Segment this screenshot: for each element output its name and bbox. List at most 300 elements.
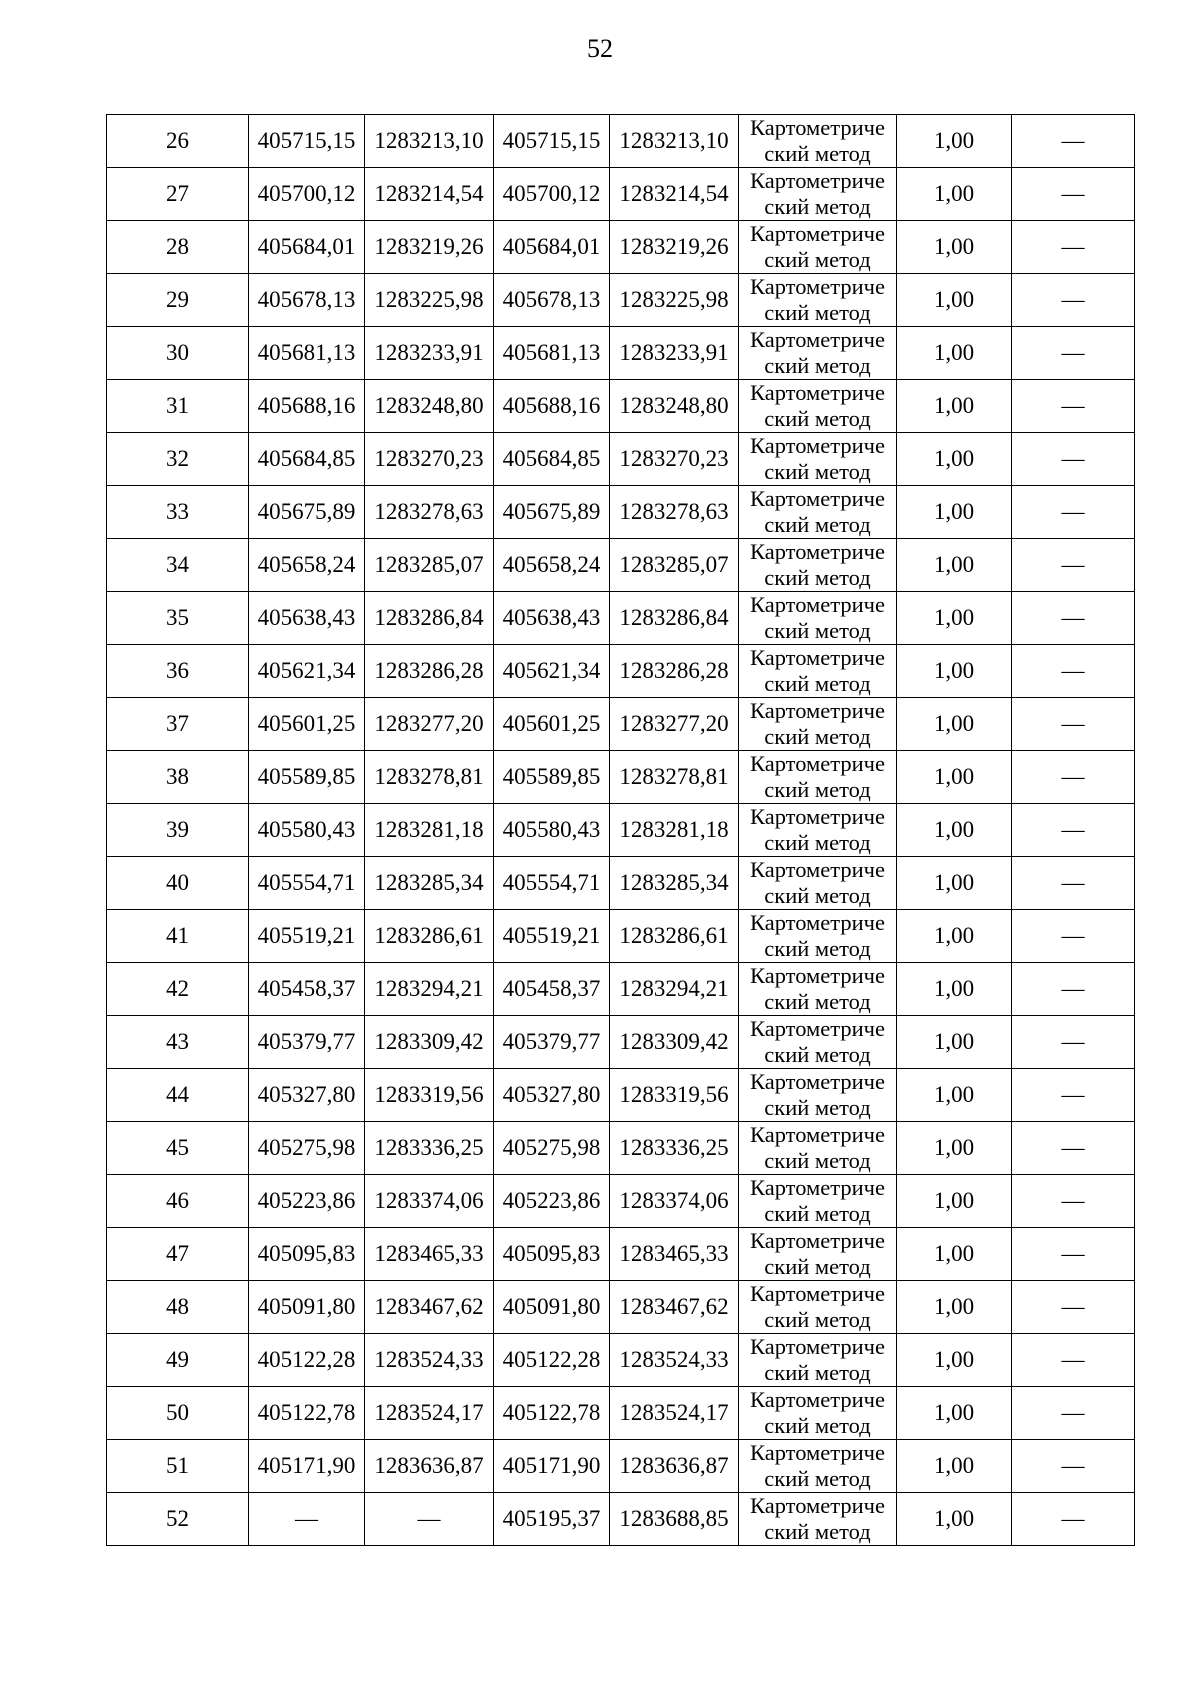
refined-x-cell: 405171,90 — [494, 1440, 610, 1493]
refined-y-cell: 1283213,10 — [610, 115, 739, 168]
accuracy-cell: 1,00 — [897, 910, 1012, 963]
refined-y-cell: 1283285,07 — [610, 539, 739, 592]
method-text-line: Картометриче — [750, 1228, 885, 1253]
accuracy-cell: 1,00 — [897, 963, 1012, 1016]
method-text-line: Картометриче — [750, 1069, 885, 1094]
accuracy-cell: 1,00 — [897, 380, 1012, 433]
accuracy-cell: 1,00 — [897, 1493, 1012, 1546]
method-text-line: Картометриче — [750, 645, 885, 670]
table-row — [107, 221, 1135, 274]
refined-x-cell: 405554,71 — [494, 857, 610, 910]
refined-y-cell: 1283319,56 — [610, 1069, 739, 1122]
point-number-cell: 37 — [107, 698, 249, 751]
existing-y-cell: 1283285,34 — [365, 857, 494, 910]
method-text-line: ский метод — [764, 353, 871, 378]
refined-x-cell: 405458,37 — [494, 963, 610, 1016]
refined-y-cell: 1283278,81 — [610, 751, 739, 804]
table-row — [107, 963, 1135, 1016]
refined-x-cell: 405638,43 — [494, 592, 610, 645]
existing-x-cell: — — [249, 1493, 365, 1546]
existing-x-cell: 405091,80 — [249, 1281, 365, 1334]
refined-y-cell: 1283281,18 — [610, 804, 739, 857]
accuracy-cell: 1,00 — [897, 1175, 1012, 1228]
method-cell — [739, 1016, 897, 1069]
coordinates-table — [106, 114, 1135, 1546]
existing-x-cell: 405554,71 — [249, 857, 365, 910]
refined-x-cell: 405678,13 — [494, 274, 610, 327]
point-number-cell: 51 — [107, 1440, 249, 1493]
table-row — [107, 168, 1135, 221]
refined-y-cell: 1283688,85 — [610, 1493, 739, 1546]
accuracy-cell: 1,00 — [897, 1387, 1012, 1440]
refined-y-cell: 1283286,61 — [610, 910, 739, 963]
refined-x-cell: 405095,83 — [494, 1228, 610, 1281]
table-row — [107, 698, 1135, 751]
accuracy-cell: 1,00 — [897, 804, 1012, 857]
existing-x-cell: 405688,16 — [249, 380, 365, 433]
table-body — [107, 115, 1135, 1546]
refined-x-cell: 405684,85 — [494, 433, 610, 486]
point-number-cell: 39 — [107, 804, 249, 857]
method-text-line: Картометриче — [750, 910, 885, 935]
method-text-line: ский метод — [764, 777, 871, 802]
refined-y-cell: 1283233,91 — [610, 327, 739, 380]
note-cell: — — [1012, 1387, 1135, 1440]
existing-y-cell: 1283286,28 — [365, 645, 494, 698]
accuracy-cell: 1,00 — [897, 645, 1012, 698]
existing-x-cell: 405715,15 — [249, 115, 365, 168]
method-cell — [739, 274, 897, 327]
method-cell — [739, 327, 897, 380]
note-cell: — — [1012, 1334, 1135, 1387]
refined-y-cell: 1283467,62 — [610, 1281, 739, 1334]
method-text-line: Картометриче — [750, 1122, 885, 1147]
existing-y-cell: 1283309,42 — [365, 1016, 494, 1069]
point-number-cell: 33 — [107, 486, 249, 539]
table-row — [107, 1387, 1135, 1440]
accuracy-cell: 1,00 — [897, 857, 1012, 910]
existing-x-cell: 405122,78 — [249, 1387, 365, 1440]
point-number-cell: 38 — [107, 751, 249, 804]
method-text-line: Картометриче — [750, 804, 885, 829]
refined-x-cell: 405688,16 — [494, 380, 610, 433]
page-number: 52 — [587, 34, 613, 63]
method-cell — [739, 592, 897, 645]
point-number-cell: 47 — [107, 1228, 249, 1281]
method-text-line: Картометриче — [750, 1440, 885, 1465]
method-text-line: ский метод — [764, 671, 871, 696]
refined-x-cell: 405091,80 — [494, 1281, 610, 1334]
table-row — [107, 1440, 1135, 1493]
existing-y-cell: 1283524,33 — [365, 1334, 494, 1387]
table-row — [107, 274, 1135, 327]
accuracy-cell: 1,00 — [897, 274, 1012, 327]
refined-y-cell: 1283286,84 — [610, 592, 739, 645]
point-number-cell: 28 — [107, 221, 249, 274]
accuracy-cell: 1,00 — [897, 433, 1012, 486]
point-number-cell: 45 — [107, 1122, 249, 1175]
existing-x-cell: 405684,01 — [249, 221, 365, 274]
table-row — [107, 1228, 1135, 1281]
accuracy-cell: 1,00 — [897, 168, 1012, 221]
method-text-line: Картометриче — [750, 1281, 885, 1306]
refined-x-cell: 405658,24 — [494, 539, 610, 592]
method-text-line: ский метод — [764, 618, 871, 643]
table-row — [107, 1016, 1135, 1069]
table-row — [107, 380, 1135, 433]
existing-x-cell: 405458,37 — [249, 963, 365, 1016]
method-text-line: ский метод — [764, 830, 871, 855]
method-cell — [739, 221, 897, 274]
method-text-line: Картометриче — [750, 1387, 885, 1412]
accuracy-cell: 1,00 — [897, 539, 1012, 592]
method-text-line: Картометриче — [750, 486, 885, 511]
note-cell: — — [1012, 433, 1135, 486]
refined-x-cell: 405580,43 — [494, 804, 610, 857]
note-cell: — — [1012, 592, 1135, 645]
table-row — [107, 1122, 1135, 1175]
point-number-cell: 46 — [107, 1175, 249, 1228]
table-row — [107, 1281, 1135, 1334]
note-cell: — — [1012, 327, 1135, 380]
method-text-line: ский метод — [764, 565, 871, 590]
method-cell — [739, 1175, 897, 1228]
existing-y-cell: 1283219,26 — [365, 221, 494, 274]
existing-y-cell: 1283213,10 — [365, 115, 494, 168]
note-cell: — — [1012, 1281, 1135, 1334]
existing-x-cell: 405122,28 — [249, 1334, 365, 1387]
table-row — [107, 1334, 1135, 1387]
method-cell — [739, 1334, 897, 1387]
table-row — [107, 1069, 1135, 1122]
method-cell — [739, 698, 897, 751]
point-number-cell: 40 — [107, 857, 249, 910]
table-row — [107, 539, 1135, 592]
method-cell — [739, 1281, 897, 1334]
existing-y-cell: 1283277,20 — [365, 698, 494, 751]
accuracy-cell: 1,00 — [897, 486, 1012, 539]
refined-y-cell: 1283248,80 — [610, 380, 739, 433]
existing-x-cell: 405700,12 — [249, 168, 365, 221]
note-cell: — — [1012, 751, 1135, 804]
method-cell — [739, 1387, 897, 1440]
note-cell: — — [1012, 698, 1135, 751]
method-text-line: Картометриче — [750, 539, 885, 564]
existing-y-cell: 1283281,18 — [365, 804, 494, 857]
refined-x-cell: 405195,37 — [494, 1493, 610, 1546]
point-number-cell: 26 — [107, 115, 249, 168]
existing-x-cell: 405379,77 — [249, 1016, 365, 1069]
note-cell: — — [1012, 221, 1135, 274]
existing-y-cell: 1283524,17 — [365, 1387, 494, 1440]
method-cell — [739, 115, 897, 168]
method-cell — [739, 1069, 897, 1122]
existing-x-cell: 405621,34 — [249, 645, 365, 698]
note-cell: — — [1012, 1122, 1135, 1175]
point-number-cell: 36 — [107, 645, 249, 698]
method-text-line: Картометриче — [750, 698, 885, 723]
existing-y-cell: 1283286,61 — [365, 910, 494, 963]
method-text-line: ский метод — [764, 989, 871, 1014]
existing-y-cell: 1283374,06 — [365, 1175, 494, 1228]
accuracy-cell: 1,00 — [897, 698, 1012, 751]
existing-x-cell: 405638,43 — [249, 592, 365, 645]
existing-x-cell: 405275,98 — [249, 1122, 365, 1175]
note-cell: — — [1012, 1069, 1135, 1122]
existing-x-cell: 405678,13 — [249, 274, 365, 327]
refined-y-cell: 1283225,98 — [610, 274, 739, 327]
method-text-line: ский метод — [764, 247, 871, 272]
point-number-cell: 34 — [107, 539, 249, 592]
existing-x-cell: 405580,43 — [249, 804, 365, 857]
existing-y-cell: 1283294,21 — [365, 963, 494, 1016]
method-text-line: ский метод — [764, 936, 871, 961]
method-cell — [739, 857, 897, 910]
method-text-line: Картометриче — [750, 592, 885, 617]
method-text-line: Картометриче — [750, 168, 885, 193]
point-number-cell: 29 — [107, 274, 249, 327]
existing-y-cell: 1283336,25 — [365, 1122, 494, 1175]
note-cell: — — [1012, 168, 1135, 221]
accuracy-cell: 1,00 — [897, 1334, 1012, 1387]
note-cell: — — [1012, 539, 1135, 592]
refined-x-cell: 405681,13 — [494, 327, 610, 380]
refined-y-cell: 1283277,20 — [610, 698, 739, 751]
method-text-line: Картометриче — [750, 115, 885, 140]
method-text-line: ский метод — [764, 1201, 871, 1226]
method-text-line: Картометриче — [750, 1016, 885, 1041]
existing-x-cell: 405601,25 — [249, 698, 365, 751]
method-text-line: ский метод — [764, 883, 871, 908]
refined-x-cell: 405122,28 — [494, 1334, 610, 1387]
note-cell: — — [1012, 274, 1135, 327]
table-row — [107, 486, 1135, 539]
table-row — [107, 804, 1135, 857]
method-text-line: Картометриче — [750, 857, 885, 882]
method-cell — [739, 910, 897, 963]
table-row — [107, 645, 1135, 698]
refined-y-cell: 1283214,54 — [610, 168, 739, 221]
method-text-line: Картометриче — [750, 1334, 885, 1359]
existing-y-cell: 1283248,80 — [365, 380, 494, 433]
method-text-line: Картометриче — [750, 963, 885, 988]
point-number-cell: 35 — [107, 592, 249, 645]
method-cell — [739, 751, 897, 804]
method-cell — [739, 380, 897, 433]
point-number-cell: 49 — [107, 1334, 249, 1387]
method-text-line: ский метод — [764, 194, 871, 219]
method-cell — [739, 1122, 897, 1175]
refined-x-cell: 405601,25 — [494, 698, 610, 751]
method-text-line: ский метод — [764, 1307, 871, 1332]
point-number-cell: 30 — [107, 327, 249, 380]
refined-x-cell: 405223,86 — [494, 1175, 610, 1228]
method-text-line: ский метод — [764, 406, 871, 431]
table-row — [107, 592, 1135, 645]
existing-y-cell: 1283285,07 — [365, 539, 494, 592]
accuracy-cell: 1,00 — [897, 1069, 1012, 1122]
table-row — [107, 115, 1135, 168]
point-number-cell: 52 — [107, 1493, 249, 1546]
point-number-cell: 31 — [107, 380, 249, 433]
note-cell: — — [1012, 486, 1135, 539]
refined-x-cell: 405122,78 — [494, 1387, 610, 1440]
method-text-line: ский метод — [764, 1254, 871, 1279]
method-text-line: ский метод — [764, 1519, 871, 1544]
method-text-line: Картометриче — [750, 1175, 885, 1200]
table-row — [107, 1493, 1135, 1546]
existing-y-cell: 1283214,54 — [365, 168, 494, 221]
method-cell — [739, 963, 897, 1016]
refined-x-cell: 405700,12 — [494, 168, 610, 221]
method-text-line: Картометриче — [750, 1493, 885, 1518]
refined-x-cell: 405589,85 — [494, 751, 610, 804]
method-text-line: Картометриче — [750, 221, 885, 246]
table-row — [107, 910, 1135, 963]
point-number-cell: 50 — [107, 1387, 249, 1440]
point-number-cell: 44 — [107, 1069, 249, 1122]
accuracy-cell: 1,00 — [897, 1122, 1012, 1175]
refined-y-cell: 1283219,26 — [610, 221, 739, 274]
refined-y-cell: 1283294,21 — [610, 963, 739, 1016]
accuracy-cell: 1,00 — [897, 592, 1012, 645]
method-text-line: ский метод — [764, 1095, 871, 1120]
accuracy-cell: 1,00 — [897, 751, 1012, 804]
refined-y-cell: 1283636,87 — [610, 1440, 739, 1493]
method-text-line: ский метод — [764, 1466, 871, 1491]
note-cell: — — [1012, 115, 1135, 168]
accuracy-cell: 1,00 — [897, 221, 1012, 274]
method-cell — [739, 168, 897, 221]
refined-y-cell: 1283285,34 — [610, 857, 739, 910]
method-cell — [739, 486, 897, 539]
method-text-line: ский метод — [764, 459, 871, 484]
method-text-line: Картометриче — [750, 327, 885, 352]
method-text-line: ский метод — [764, 1360, 871, 1385]
method-cell — [739, 433, 897, 486]
method-cell — [739, 1228, 897, 1281]
point-number-cell: 42 — [107, 963, 249, 1016]
note-cell: — — [1012, 1440, 1135, 1493]
existing-y-cell: 1283286,84 — [365, 592, 494, 645]
note-cell: — — [1012, 910, 1135, 963]
accuracy-cell: 1,00 — [897, 115, 1012, 168]
refined-x-cell: 405621,34 — [494, 645, 610, 698]
table-row — [107, 433, 1135, 486]
existing-x-cell: 405684,85 — [249, 433, 365, 486]
point-number-cell: 41 — [107, 910, 249, 963]
existing-x-cell: 405171,90 — [249, 1440, 365, 1493]
refined-y-cell: 1283309,42 — [610, 1016, 739, 1069]
refined-x-cell: 405275,98 — [494, 1122, 610, 1175]
refined-x-cell: 405715,15 — [494, 115, 610, 168]
note-cell: — — [1012, 645, 1135, 698]
accuracy-cell: 1,00 — [897, 1016, 1012, 1069]
refined-y-cell: 1283336,25 — [610, 1122, 739, 1175]
method-text-line: ский метод — [764, 1042, 871, 1067]
refined-x-cell: 405327,80 — [494, 1069, 610, 1122]
existing-y-cell: 1283233,91 — [365, 327, 494, 380]
method-text-line: Картометриче — [750, 274, 885, 299]
method-text-line: ский метод — [764, 1413, 871, 1438]
note-cell: — — [1012, 804, 1135, 857]
accuracy-cell: 1,00 — [897, 327, 1012, 380]
existing-y-cell: 1283319,56 — [365, 1069, 494, 1122]
existing-x-cell: 405519,21 — [249, 910, 365, 963]
existing-y-cell: 1283278,63 — [365, 486, 494, 539]
method-cell — [739, 1440, 897, 1493]
refined-x-cell: 405684,01 — [494, 221, 610, 274]
note-cell: — — [1012, 1228, 1135, 1281]
existing-y-cell: 1283636,87 — [365, 1440, 494, 1493]
note-cell: — — [1012, 1493, 1135, 1546]
point-number-cell: 43 — [107, 1016, 249, 1069]
table-row — [107, 1175, 1135, 1228]
method-text-line: ский метод — [764, 300, 871, 325]
accuracy-cell: 1,00 — [897, 1281, 1012, 1334]
accuracy-cell: 1,00 — [897, 1228, 1012, 1281]
method-text-line: ский метод — [764, 1148, 871, 1173]
point-number-cell: 48 — [107, 1281, 249, 1334]
existing-y-cell: 1283270,23 — [365, 433, 494, 486]
refined-y-cell: 1283286,28 — [610, 645, 739, 698]
existing-y-cell: 1283225,98 — [365, 274, 494, 327]
refined-y-cell: 1283524,17 — [610, 1387, 739, 1440]
accuracy-cell: 1,00 — [897, 1440, 1012, 1493]
existing-y-cell: 1283467,62 — [365, 1281, 494, 1334]
table-row — [107, 327, 1135, 380]
point-number-cell: 27 — [107, 168, 249, 221]
existing-x-cell: 405681,13 — [249, 327, 365, 380]
note-cell: — — [1012, 380, 1135, 433]
existing-y-cell: 1283278,81 — [365, 751, 494, 804]
note-cell: — — [1012, 1175, 1135, 1228]
existing-x-cell: 405675,89 — [249, 486, 365, 539]
method-text-line: ский метод — [764, 512, 871, 537]
refined-y-cell: 1283524,33 — [610, 1334, 739, 1387]
method-cell — [739, 804, 897, 857]
method-text-line: ский метод — [764, 724, 871, 749]
note-cell: — — [1012, 1016, 1135, 1069]
refined-x-cell: 405675,89 — [494, 486, 610, 539]
refined-y-cell: 1283270,23 — [610, 433, 739, 486]
existing-x-cell: 405589,85 — [249, 751, 365, 804]
existing-x-cell: 405223,86 — [249, 1175, 365, 1228]
method-cell — [739, 1493, 897, 1546]
method-cell — [739, 645, 897, 698]
note-cell: — — [1012, 963, 1135, 1016]
table-row — [107, 857, 1135, 910]
existing-x-cell: 405658,24 — [249, 539, 365, 592]
refined-y-cell: 1283278,63 — [610, 486, 739, 539]
refined-y-cell: 1283374,06 — [610, 1175, 739, 1228]
method-text-line: Картометриче — [750, 380, 885, 405]
note-cell: — — [1012, 857, 1135, 910]
refined-x-cell: 405379,77 — [494, 1016, 610, 1069]
method-text-line: ский метод — [764, 141, 871, 166]
method-text-line: Картометриче — [750, 433, 885, 458]
existing-y-cell: 1283465,33 — [365, 1228, 494, 1281]
refined-y-cell: 1283465,33 — [610, 1228, 739, 1281]
method-cell — [739, 539, 897, 592]
existing-x-cell: 405327,80 — [249, 1069, 365, 1122]
table-row — [107, 751, 1135, 804]
refined-x-cell: 405519,21 — [494, 910, 610, 963]
point-number-cell: 32 — [107, 433, 249, 486]
existing-y-cell: — — [365, 1493, 494, 1546]
existing-x-cell: 405095,83 — [249, 1228, 365, 1281]
method-text-line: Картометриче — [750, 751, 885, 776]
